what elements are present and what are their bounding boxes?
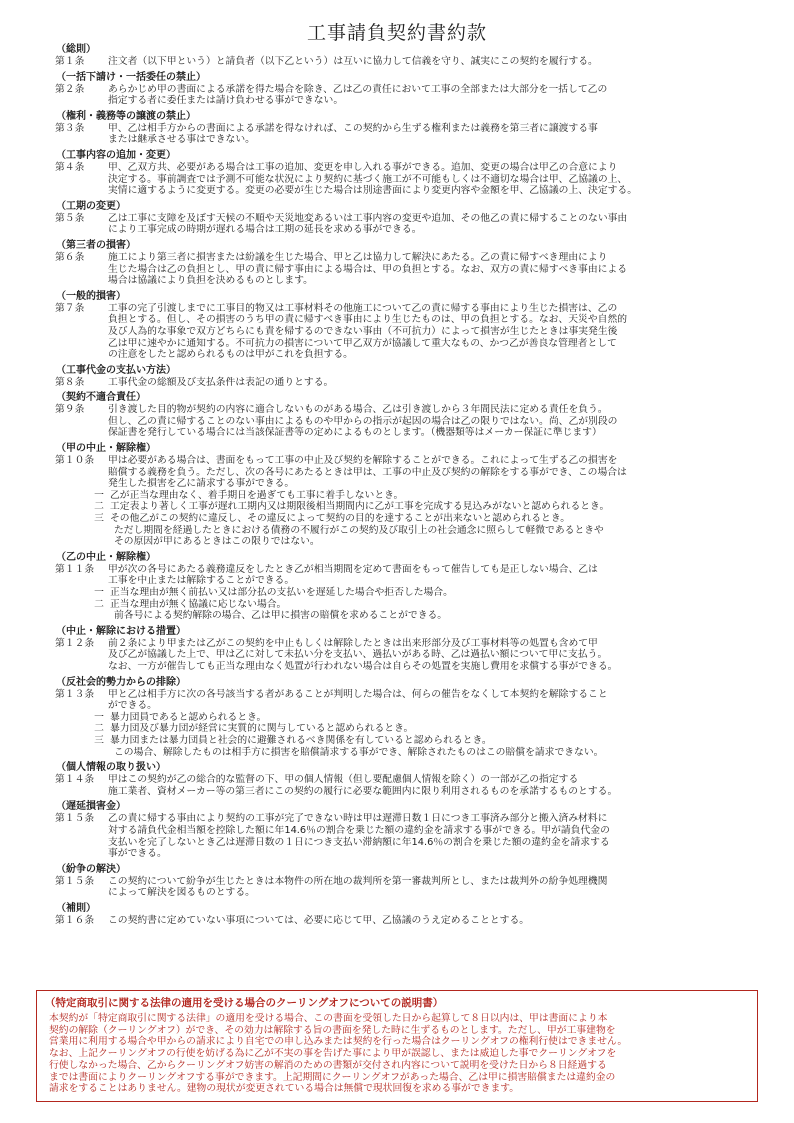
section-heading: （工事内容の追加・変更）	[56, 149, 176, 161]
clause-item	[52, 712, 772, 724]
article-body	[108, 876, 772, 899]
article-line: 工事の完了引渡しまでに工事目的物又は工事材料その他施工について乙の責に帰する事由により生じた損害は、乙の	[108, 302, 618, 314]
section-heading: （工期の変更）	[56, 200, 126, 212]
article-number: 第１５条	[55, 813, 95, 825]
article	[52, 56, 772, 68]
article	[52, 455, 772, 490]
article-number: 第１１条	[55, 563, 95, 575]
section	[52, 240, 772, 287]
clause-item-text: 暴力団または暴力団員と社会的に避難されるべき関係を有していると認められるとき。	[110, 734, 492, 746]
article-body	[108, 564, 772, 587]
article-line: 乙の責に帰する事由により契約の工事が完了できない時は甲は遅滞日数１日につき工事済み部分と搬入済み材料に	[108, 813, 608, 825]
article-line: 保証書を発行している場合には当該保証書等の定めによるものとします。（機器類等はメーカー保証に準じます）	[108, 427, 602, 439]
clause-items	[52, 587, 772, 610]
section	[52, 150, 772, 197]
article-number: 第４条	[55, 161, 85, 173]
article-line: 甲、乙は相手方からの書面による承諾を得なければ、この契約から生ずる権利または義務を第三者に譲渡する事	[108, 122, 598, 134]
article-line: 事ができる。	[108, 848, 167, 860]
article-body	[108, 123, 772, 146]
article-line: または継承させる事はできない。	[108, 134, 255, 146]
clause-item	[52, 501, 772, 513]
article	[52, 404, 772, 439]
article-number: 第５条	[55, 212, 85, 224]
article-body	[108, 252, 772, 287]
article-body	[108, 377, 772, 389]
clause-item	[52, 513, 772, 525]
clause-item-text: 正当な理由が無く協議に応じない場合。	[110, 598, 287, 610]
article-number: 第１条	[55, 56, 85, 67]
article	[52, 252, 772, 287]
article-line: 施工により第三者に損害または紛議を生じた場合、甲と乙は協力して解決にあたる。乙の責に帰すべき理由により	[108, 251, 608, 263]
section	[52, 392, 772, 439]
article-line: ができる。	[108, 700, 157, 712]
document-title: 工事請負契約書約款	[306, 22, 487, 44]
section	[52, 552, 772, 622]
article	[52, 689, 772, 712]
cooling-off-line: 営業用に利用する場合や甲からの請求により自宅での申し込みまたは契約を行った場合はクーリングオフの権利行使はできません。	[49, 1036, 628, 1048]
clause-item	[52, 587, 772, 599]
article-line: 指定する者に委任または請け負わせる事ができない。	[108, 95, 344, 107]
article-body	[108, 162, 772, 197]
article-line: 甲と乙は相手方に次の各号該当する者があることが判明した場合は、何らの催告をなくして本契約を解除すること	[108, 688, 608, 700]
article-number: 第３条	[55, 122, 85, 134]
article-line: 甲はこの契約が乙の総合的な監督の下、甲の個人情報（但し要配慮個人情報を除く）の一部が乙の指定する	[108, 774, 579, 786]
article-body	[108, 813, 772, 859]
cooling-off-line: 本契約が「特定商取引に関する法律」の適用を受ける場合、この書面を受領した日から起算して８日以内は、甲は書面により本	[49, 1013, 608, 1024]
section	[52, 44, 772, 68]
article-line: 実情に適するように変更する。変更の必要が生じた場合は別途書面により変更内容や金額を甲、乙協議の上、決定する。	[108, 185, 638, 197]
article-line: 乙は工事に支障を及ぼす天候の不順や天災地変あるいは工事内容の変更や追加、その他乙の責に帰することのない事由	[108, 212, 628, 224]
clause-item-number: 二	[94, 501, 104, 513]
article-number: 第８条	[55, 376, 85, 388]
article	[52, 377, 772, 389]
article-number: 第１６条	[55, 914, 95, 926]
article	[52, 303, 772, 361]
section	[52, 72, 772, 107]
article-line: 決定する。事前調査では予測不可能な状況により契約に基づく施工が不可能もしくは不適切な場合は甲、乙協議の上、	[108, 173, 628, 185]
article-line: によって解決を図るものとする。	[108, 887, 255, 899]
article-line: 負担とする。但し、その損害のうち甲の責に帰すべき事由により生じたものは、甲の負担とする。なお、天災や自然的	[108, 314, 628, 326]
section-heading: （反社会的勢力からの排除）	[56, 676, 186, 688]
clause-item	[52, 735, 772, 747]
section-heading: （甲の中止・解除権）	[56, 443, 156, 455]
section	[52, 801, 772, 859]
clause-item-text: 乙が正当な理由なく、着手期日を過ぎても工事に着手しないとき。	[110, 489, 404, 501]
article-number: 第１２条	[55, 637, 95, 649]
article	[52, 564, 772, 587]
article-body	[108, 638, 772, 673]
article-number: 第９条	[55, 404, 85, 416]
article-line: 但し、乙の責に帰することのない事由によるものや甲からの指示が起因の場合は乙の限りではない。尚、乙が別段の	[108, 415, 618, 427]
section-heading: （総則）	[56, 44, 96, 55]
section	[52, 443, 772, 548]
clause-item	[52, 599, 772, 611]
terms-sections	[52, 44, 772, 930]
article	[52, 213, 772, 236]
section-heading: （遅延損害金）	[56, 801, 126, 813]
section	[52, 864, 772, 899]
section	[52, 365, 772, 389]
article-line: 場合は協議により負担を決めるものとします。	[108, 275, 313, 287]
article-body	[108, 774, 772, 797]
section-heading: （工事代金の支払い方法）	[56, 364, 176, 376]
cooling-off-line: 契約の解除（クーリングオフ）ができ、その効力は解除する旨の書面を発した時に生ずるものとします。ただし、甲が工事建物を	[49, 1024, 616, 1036]
article-line: 工事代金の総額及び支払条件は表記の通りとする。	[108, 376, 334, 388]
article-body	[108, 84, 772, 107]
article-number: 第６条	[55, 251, 85, 263]
clause-item-text: 正当な理由が無く前払い又は部分払の支払いを遅延した場合や拒否した場合。	[110, 587, 453, 598]
article-line: 対する請負代金相当額を控除した額に年14.6％の割合を乗じた額の違約金を請求する事ができる。甲が請負代金の	[108, 824, 610, 836]
cooling-off-line: 行使しなかった場合、乙からクーリングオフ妨害の解消のための書類が交付され内容について説明を受けた日から８日経過する	[49, 1059, 607, 1071]
article-body	[108, 915, 772, 927]
article-body	[108, 303, 772, 361]
clause-note: その原因が甲にあるときはこの限りではない。	[114, 536, 320, 548]
article-body	[108, 56, 772, 68]
section-heading: （契約不適合責任）	[56, 392, 146, 404]
article-line: の注意をしたと認められるものは甲がこれを負担する。	[108, 349, 353, 361]
article-line: 前２条により甲または乙がこの契約を中止もしくは解除したときは出来形部分及び工事材料等の処置も含めて甲	[108, 637, 598, 649]
clause-item-number: 一	[94, 711, 104, 723]
cooling-off-line: までは書面によりクーリングオフする事ができます。上記期間にクーリングオフがあった場合、乙は甲に損害賠償または違約金の	[49, 1071, 616, 1083]
cooling-off-body	[45, 1013, 749, 1095]
article	[52, 813, 772, 859]
section-heading: （紛争の解決）	[56, 863, 126, 875]
article	[52, 638, 772, 673]
article-line: なお、一方が催告しても正当な理由なく処置が行われない場合は自らその処置を実施し費用を求償する事ができる。	[108, 660, 618, 672]
section	[52, 291, 772, 361]
article-line: 乙は甲に速やかに通知する。不可抗力の損害について甲乙双方が協議して重大なもの、かつ乙が善良な管理者として	[108, 337, 617, 349]
article-number: 第７条	[55, 302, 85, 314]
article-line: 工事を中止または解除することができる。	[108, 575, 295, 587]
article-line: 甲が次の各号にあたる義務違反をしたとき乙が相当期間を定めて書面をもって催告しても是正しない場合、乙は	[108, 563, 598, 575]
article-body	[108, 689, 772, 712]
article	[52, 162, 772, 197]
clause-item-text: 暴力団員であると認められるとき。	[110, 711, 267, 723]
article-line: この契約書に定めていない事項については、必要に応じて甲、乙協議のうえ定めることとする。	[108, 914, 530, 926]
article	[52, 84, 772, 107]
article-line: 甲、乙双方共、必要がある場合は工事の追加、変更を申し入れる事ができる。追加、変更の場合は甲乙の合意により	[108, 161, 618, 173]
article-line: により工事完成の時期が遅れる場合は工期の延長を求める事ができる。	[108, 224, 422, 236]
section-heading: （中止・解除における措置）	[56, 625, 186, 637]
clause-item-number: 一	[94, 587, 104, 598]
article-line: この契約について紛争が生じたときは本物件の所在地の裁判所を第一審裁判所とし、または裁判外の紛争処理機関	[108, 875, 608, 887]
article-number: 第１５条	[55, 875, 95, 887]
article-line: 甲は必要がある場合は、書面をもって工事の中止及び契約を解除することができる。これによって生ずる乙の損害を	[108, 455, 618, 467]
cooling-off-title: （特定商取引に関する法律の適用を受ける場合のクーリングオフについての説明書）	[45, 997, 444, 1009]
article	[52, 876, 772, 899]
clause-note: 前各号による契約解除の場合、乙は甲に損害の賠償を求めることができる。	[114, 610, 448, 622]
article-line: 及び乙が協議した上で、甲は乙に対して未払い分を支払い、過払いがある時、乙は過払い額について甲に支払う。	[108, 649, 608, 661]
section-heading: （個人情報の取り扱い）	[56, 762, 166, 774]
section-heading: （一般的損害）	[56, 290, 126, 302]
article-line: 引き渡した目的物が契約の内容に適合しないものがある場合、乙は引き渡しから３年間民法に定める責任を負う。	[108, 404, 608, 416]
clause-item-number: 三	[94, 734, 104, 746]
section	[52, 111, 772, 146]
section-heading: （補則）	[56, 902, 96, 914]
clause-item-text: 暴力団及び暴力団が経営に実質的に関与していると認められるとき。	[110, 723, 414, 735]
clause-item	[52, 490, 772, 502]
article-line: あらかじめ甲の書面による承諾を得た場合を除き、乙は乙の責任において工事の全部または大部分を一括して乙の	[108, 83, 608, 95]
section-heading: （一括下請け・一括委任の禁止）	[56, 71, 206, 83]
article-body	[108, 455, 772, 490]
article-line: 生じた場合は乙の負担とし、甲の責に帰す事由による場合は、甲の負担とする。なお、双方の責に帰すべき事由による	[108, 263, 628, 275]
section-heading: （乙の中止・解除権）	[56, 551, 156, 563]
clause-note: ただし期間を経過したときにおける債務の不履行がこの契約及び取引上の社会通念に照らして軽微であるときや	[114, 524, 604, 536]
section	[52, 677, 772, 759]
article-body	[108, 213, 772, 236]
article-line: 及び人為的な事象で双方どちらにも責を帰するのできない事由（不可抗力）によって損害が生じたときは事実発生後	[108, 325, 618, 337]
article-line: 賠償する義務を負う。ただし、次の各号にあたるときは甲は、工事の中止及び契約の解除をする事ができ、この場合は	[108, 466, 627, 478]
section	[52, 903, 772, 927]
clause-item-number: 二	[94, 723, 104, 735]
article-line: 発生した損害を乙に請求する事ができる。	[108, 478, 295, 490]
section	[52, 626, 772, 673]
article	[52, 774, 772, 797]
article	[52, 123, 772, 146]
clause-item-number: 二	[94, 598, 104, 610]
cooling-off-line: 請求をすることはありません。建物の現状が変更されている場合は無償で現状回復を求める事ができます。	[49, 1083, 520, 1095]
article-number: 第１４条	[55, 774, 95, 786]
section-heading: （権利・義務等の譲渡の禁止）	[56, 110, 196, 122]
article-line: 注文者（以下甲という）と請負者（以下乙という）は互いに協力して信義を守り、誠実にこの契約を履行する。	[108, 56, 598, 67]
clause-items	[52, 712, 772, 747]
clause-items	[52, 490, 772, 525]
section-heading: （第三者の損害）	[56, 239, 136, 251]
clause-item-number: 一	[94, 489, 104, 501]
cooling-off-box	[36, 990, 758, 1102]
article-number: 第１３条	[55, 688, 95, 700]
clause-item	[52, 723, 772, 735]
section	[52, 201, 772, 236]
clause-item-text: 工定表より著しく工事が遅れ工期内又は期限後相当期間内に乙が工事を完成する見込みがないと認められるとき。	[110, 501, 610, 513]
cooling-off-line: なお、上記クーリングオフの行使を妨げる為に乙が不実の事を告げた事により甲が誤認し、または威迫した事でクーリングオフを	[49, 1048, 617, 1060]
article-number: 第２条	[55, 83, 85, 95]
article-line: 施工業者、資材メーカー等の第三者にこの契約の履行に必要な範囲内に限り利用されるものを承諾するものとする。	[108, 785, 618, 797]
clause-note: この場合、解除したものは相手方に損害を賠償請求する事ができ、解除されたものはこの賠償を請求できない。	[114, 746, 604, 758]
article	[52, 915, 772, 927]
clause-item-number: 三	[94, 513, 104, 525]
article-number: 第１０条	[55, 455, 95, 467]
section	[52, 762, 772, 797]
clause-item-text: その他乙がこの契約に違反し、その違反によって契約の目的を達することが出来ないと認められるとき。	[110, 513, 571, 525]
article-body	[108, 404, 772, 439]
article-line: 支払いを完了しないとき乙は遅滞日数の１日につき支払い滞納額に年14.6％の割合を乗じた額の違約金を請求する	[108, 836, 610, 848]
